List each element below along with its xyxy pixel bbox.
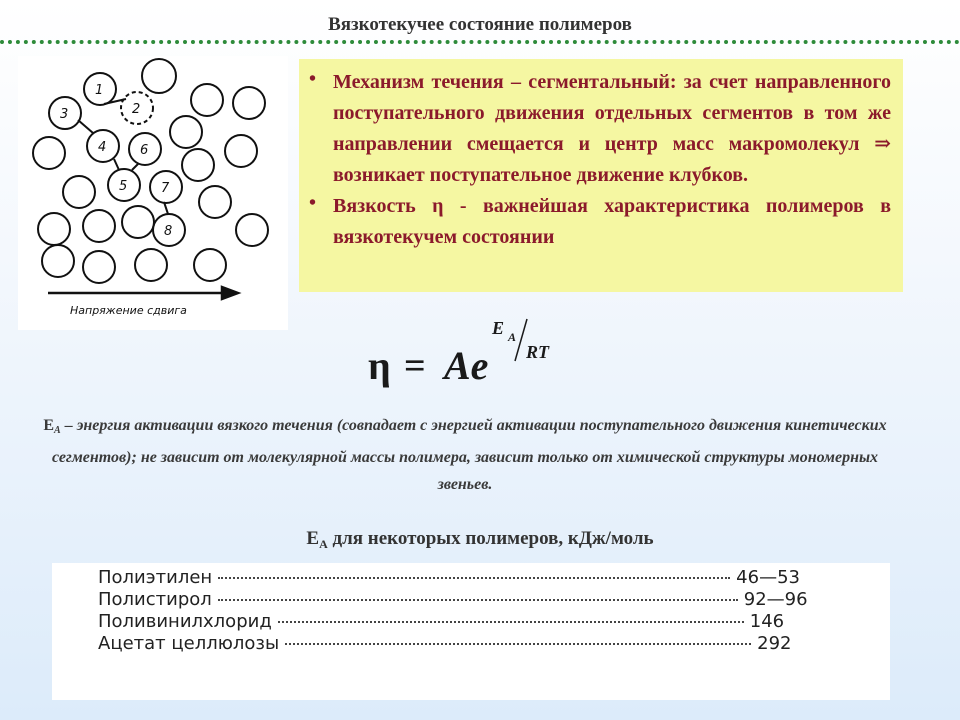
bullet-dot-icon: • [309, 68, 317, 90]
note-subscript: A [54, 425, 61, 436]
label-2: 2 [132, 102, 141, 117]
label-6: 6 [140, 143, 149, 158]
table-caption [0, 528, 960, 552]
activation-energy-value: 92—96 [743, 589, 808, 610]
activation-energy-table [52, 563, 890, 700]
shear-stress-caption: Напряжение сдвига [70, 304, 187, 317]
note-text: – энергия активации вязкого течения (совпадает с энергией активации поступательного движения кинетических сегментов); не зависит от молекулярной массы полимера, зависит только от химической структуры мономерных звеньев. [51, 417, 887, 493]
formula-equals: = [404, 345, 426, 387]
table-row [98, 567, 890, 589]
table-row [98, 633, 890, 655]
label-7: 7 [161, 181, 170, 196]
formula-base: Ae [444, 343, 489, 388]
table-row [98, 611, 890, 633]
slide-title: Вязкотекучее состояние полимеров [328, 14, 632, 35]
bullet-dot-icon: • [309, 192, 317, 214]
bullet-text-mechanism: Механизм течения – сегментальный: за счет направленного поступательного движения отдельных сегментов в том же направлении смещается и центр масс макромолекул ⇒ возникает поступательное движение клубков. [333, 71, 891, 186]
segment-flow-diagram [18, 56, 288, 330]
coil-circles-figure [18, 56, 288, 330]
activation-energy-note [40, 412, 890, 498]
dot-leader [218, 577, 730, 579]
formula-exp-numerator: E [492, 318, 505, 338]
label-8: 8 [164, 224, 173, 239]
polymer-name: Полистирол [98, 589, 212, 610]
bullet-text-viscosity: Вязкость η - важнейшая характеристика полимеров в вязкотекучем состоянии [333, 195, 891, 248]
dot-leader [285, 643, 751, 645]
formula-exp-denominator: RT [526, 342, 550, 362]
dot-leader [218, 599, 738, 601]
label-3: 3 [60, 107, 69, 122]
dot-leader [278, 621, 744, 623]
mechanism-bullets [299, 59, 903, 292]
polymer-name: Ацетат целлюлозы [98, 633, 280, 654]
polymer-name: Поливинилхлорид [98, 611, 272, 632]
label-1: 1 [95, 83, 104, 98]
title-divider [0, 40, 960, 44]
bullet-item-viscosity [309, 191, 891, 253]
caption-subscript: A [319, 537, 328, 551]
label-4: 4 [98, 140, 107, 155]
label-5: 5 [119, 179, 128, 194]
polymer-name: Полиэтилен [98, 567, 213, 588]
caption-text: для некоторых полимеров, кДж/моль [327, 528, 654, 549]
viscosity-equation [368, 318, 608, 398]
caption-symbol: E [306, 528, 320, 549]
table-row [98, 589, 890, 611]
formula-exp-subscript: A [508, 330, 517, 344]
formula-eta: η [368, 343, 391, 388]
note-symbol: E [43, 417, 55, 434]
bullet-item-mechanism [309, 67, 891, 191]
shear-arrow-head [222, 287, 238, 299]
activation-energy-value: 146 [749, 611, 785, 632]
activation-energy-value: 292 [757, 633, 792, 654]
activation-energy-value: 46—53 [736, 567, 800, 588]
